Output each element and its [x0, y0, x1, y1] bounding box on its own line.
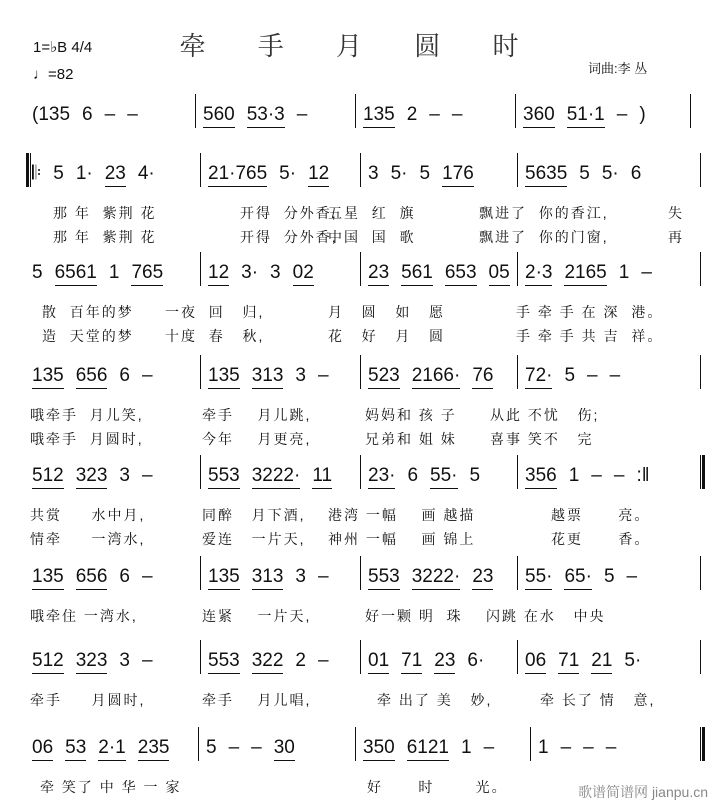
lyric-segment: 花 好 月 圆	[328, 328, 446, 344]
note-group: 53	[65, 737, 86, 761]
note-group: 6	[407, 465, 419, 486]
note-group: 323	[76, 465, 108, 489]
note-group: 5·	[279, 163, 297, 184]
measure	[208, 650, 329, 674]
barline	[355, 94, 356, 128]
barline	[517, 455, 518, 489]
note-group: 5	[603, 566, 615, 587]
note-group: 313	[252, 365, 284, 389]
measure	[32, 365, 153, 389]
measure	[208, 262, 314, 286]
barline	[198, 727, 199, 761]
note-group: 2	[406, 104, 418, 125]
lyric-segment: 牵 笑了 中 华 一 家	[40, 779, 182, 795]
note-group: 5	[53, 163, 64, 184]
double-barline	[700, 455, 705, 489]
lyric-segment: 五星 红 旗	[328, 205, 416, 221]
note-group: :‖	[636, 465, 650, 486]
note-group: 5·	[624, 650, 642, 671]
note-group: 6	[630, 163, 642, 184]
measure	[523, 104, 646, 128]
barline	[690, 94, 691, 128]
lyric-segment: 失	[668, 205, 684, 221]
measure	[368, 262, 510, 286]
note-group: –	[317, 365, 329, 386]
lyric-segment: 十度 春 秋,	[165, 328, 265, 344]
note-group: –	[626, 566, 638, 587]
note-group: –	[104, 104, 116, 125]
note-group: 1	[108, 262, 120, 283]
repeat-start-barline	[26, 153, 31, 187]
note-group: 2·1	[98, 737, 125, 761]
note-group: –	[591, 465, 602, 486]
note-group: –	[583, 737, 594, 758]
note-group: 135	[32, 566, 64, 590]
note-group: 6·	[467, 650, 485, 671]
note-group: 135	[208, 365, 240, 389]
note-group: 5	[32, 262, 43, 283]
note-group: 11	[312, 465, 332, 489]
measure	[32, 650, 153, 674]
lyric-segment: 一夜 回 归,	[165, 304, 265, 320]
measure	[368, 365, 493, 389]
note-group: 02	[293, 262, 314, 286]
note-group: 6	[119, 365, 130, 386]
note-group: 06	[525, 650, 546, 674]
note-group: –	[228, 737, 240, 758]
measure	[538, 737, 616, 759]
note-group: 12	[308, 163, 329, 187]
measure	[32, 262, 163, 286]
note-group: 5	[564, 365, 576, 386]
note-group: 2	[295, 650, 306, 671]
note-group: –	[141, 365, 153, 386]
barline	[200, 153, 201, 187]
staff-row	[0, 465, 720, 547]
staff-row	[0, 163, 720, 245]
measure	[363, 104, 462, 128]
lyric-segment: 妈妈和 孩 子	[365, 407, 457, 423]
measure	[32, 163, 155, 187]
lyric-segment: 越票 亮。	[551, 507, 651, 523]
note-group: 3	[119, 465, 130, 486]
note-group: –	[296, 104, 308, 125]
note-group: 1	[618, 262, 630, 283]
note-group: –	[317, 650, 329, 671]
note-group: 560	[203, 104, 235, 128]
note-group: 3	[270, 262, 281, 283]
note-group: 2·3	[525, 262, 552, 286]
lyric-segment: 好 时 光。	[367, 779, 508, 795]
barline	[517, 556, 518, 590]
measure	[525, 262, 652, 286]
song-title: 牵 手 月 圆 时	[179, 32, 541, 62]
note-group: 135	[363, 104, 395, 128]
barline	[195, 94, 196, 128]
lyric-segment: 开得 分外香,	[240, 205, 338, 221]
measure	[32, 104, 138, 126]
lyric-segment: 港湾 一幅 画 越描	[328, 507, 476, 523]
double-barline	[700, 727, 705, 761]
staff-row	[0, 104, 720, 130]
note-group: 55·	[430, 465, 457, 489]
note-group: –	[317, 566, 329, 587]
barline	[360, 640, 361, 674]
measure	[203, 104, 307, 128]
measure	[525, 465, 650, 489]
note-group: –	[641, 262, 652, 283]
measure	[525, 650, 641, 674]
note-group: 21·765	[208, 163, 267, 187]
note-group: –	[609, 365, 621, 386]
barline	[517, 153, 518, 187]
note-group: 𝄆	[32, 163, 42, 184]
note-group: 72·	[525, 365, 552, 389]
measure	[363, 737, 494, 761]
note-group: 4·	[137, 163, 155, 184]
note-group: 1·	[75, 163, 93, 184]
note-group: 6561	[55, 262, 97, 286]
note-group: 71	[558, 650, 579, 674]
note-group: –	[141, 465, 153, 486]
measure	[208, 365, 329, 389]
note-group: (135	[32, 104, 71, 125]
lyric-segment: 哦牵手 月儿笑,	[30, 407, 144, 423]
note-group: 176	[442, 163, 474, 187]
lyric-segment: 中国 国 歌	[328, 229, 416, 245]
note-group: 512	[32, 650, 64, 674]
lyric-segment: 飘进了 你的门窗,	[479, 229, 609, 245]
note-group: 2165	[564, 262, 606, 286]
note-group: 3·	[241, 262, 259, 283]
note-group: 3	[295, 365, 306, 386]
note-group: 23·	[368, 465, 395, 489]
lyric-segment: 月 圆 如 愿	[328, 304, 446, 320]
lyric-segment: 喜事 笑不 完	[490, 431, 594, 447]
barline	[360, 153, 361, 187]
lyric-segment: 哦牵住 一湾水,	[30, 608, 138, 624]
lyric-segment: 兄弟和 姐 妹	[365, 431, 457, 447]
lyric-segment: 同醉 月下酒,	[202, 507, 306, 523]
note-group: 5·	[601, 163, 619, 184]
note-group: 523	[368, 365, 400, 389]
measure	[208, 465, 332, 489]
lyric-segment: 牵手 月儿唱,	[202, 692, 312, 708]
lyric-segment: 开得 分外香,	[240, 229, 338, 245]
measure	[32, 566, 153, 590]
note-group: –	[429, 104, 440, 125]
barline	[200, 252, 201, 286]
lyric-segment: 手 牵 手 在 深 港。	[516, 304, 664, 320]
lyric-segment: 那 年 紫荆 花	[53, 229, 157, 245]
note-group: –	[141, 566, 153, 587]
note-group: 23	[105, 163, 126, 187]
note-group: 1	[568, 465, 580, 486]
barline	[515, 94, 516, 128]
lyric-segment: 牵手 月圆时,	[30, 692, 146, 708]
measure	[368, 465, 480, 489]
measure	[208, 566, 329, 590]
note-group: 5635	[525, 163, 567, 187]
lyric-segment: 连紧 一片天,	[202, 608, 312, 624]
barline	[360, 355, 361, 389]
note-group: 23	[472, 566, 493, 590]
note-group: 512	[32, 465, 64, 489]
staff-row	[0, 650, 720, 708]
barline	[517, 252, 518, 286]
note-group: 3	[295, 566, 306, 587]
lyric-segment: 好一颗 明 珠	[365, 608, 463, 624]
note-group: 3	[368, 163, 379, 184]
note-group: –	[560, 737, 572, 758]
measure	[32, 465, 153, 489]
note-group: 5·	[390, 163, 408, 184]
note-group: 2166·	[412, 365, 461, 389]
note-group: –	[605, 737, 617, 758]
note-group: –	[251, 737, 262, 758]
lyric-segment: 牵 出了 美 妙,	[377, 692, 493, 708]
barline	[355, 727, 356, 761]
lyric-segment: 手 牵 手 共 吉 祥。	[516, 328, 664, 344]
note-group: 656	[76, 566, 108, 590]
lyric-segment: 今年 月更亮,	[202, 431, 312, 447]
note-group: 322	[252, 650, 284, 674]
barline	[700, 640, 701, 674]
barline	[360, 455, 361, 489]
lyric-segment: 情牵 一湾水,	[30, 531, 146, 547]
lyric-segment: 散 百年的梦	[42, 304, 134, 320]
note-group: 360	[523, 104, 555, 128]
lyric-segment: 牵 长了 情 意,	[540, 692, 656, 708]
barline	[700, 355, 701, 389]
barline	[200, 640, 201, 674]
note-group: 5	[206, 737, 217, 758]
note-group: 53·3	[247, 104, 285, 128]
note-group: –	[127, 104, 138, 125]
note-group: –	[613, 465, 625, 486]
note-group: –	[141, 650, 153, 671]
note-group: 6	[119, 566, 130, 587]
lyric-segment: 那 年 紫荆 花	[53, 205, 157, 221]
measure	[32, 737, 169, 761]
measure	[206, 737, 295, 761]
note-group: 356	[525, 465, 557, 489]
measure	[525, 365, 620, 389]
watermark: 歌谱简谱网 jianpu.cn	[578, 784, 708, 800]
note-group: 55·	[525, 566, 552, 590]
barline	[700, 153, 701, 187]
staff-row	[0, 365, 720, 447]
measure	[208, 163, 329, 187]
lyric-segment: 神州 一幅 画 锦上	[328, 531, 476, 547]
barline	[530, 727, 531, 761]
lyric-segment: 再	[668, 229, 684, 245]
measure	[368, 650, 484, 674]
note-group: –	[616, 104, 628, 125]
note-group: –	[587, 365, 598, 386]
note-group: 135	[208, 566, 240, 590]
barline	[200, 556, 201, 590]
barline	[700, 556, 701, 590]
barline	[360, 556, 361, 590]
note-group: 313	[252, 566, 284, 590]
staff-row	[0, 262, 720, 344]
note-group: 323	[76, 650, 108, 674]
note-group: 06	[32, 737, 53, 761]
note-group: 71	[401, 650, 422, 674]
tempo-marking: ♩=82	[33, 66, 74, 83]
barline	[200, 355, 201, 389]
note-group: 05	[489, 262, 510, 286]
note-group: 51·1	[567, 104, 605, 128]
note-group: 65·	[564, 566, 591, 590]
measure	[368, 163, 474, 187]
note-group: 30	[274, 737, 295, 761]
lyric-segment: 共赏 水中月,	[30, 507, 146, 523]
note-group: 553	[208, 650, 240, 674]
note-group: 3222·	[252, 465, 301, 489]
note-group: 21	[591, 650, 612, 674]
note-group: 653	[445, 262, 477, 286]
measure	[368, 566, 493, 590]
barline	[517, 355, 518, 389]
measure	[525, 566, 637, 590]
note-group: 350	[363, 737, 395, 761]
note-group: –	[483, 737, 495, 758]
note-group: 6	[82, 104, 93, 125]
note-group: 23	[368, 262, 389, 286]
note-group: –	[451, 104, 463, 125]
note-group: 5	[419, 163, 431, 184]
note-group: 656	[76, 365, 108, 389]
note-group: 3	[119, 650, 130, 671]
note-group: 5	[469, 465, 481, 486]
note-group: 5	[579, 163, 590, 184]
note-group: 765	[131, 262, 163, 286]
note-group: 561	[401, 262, 433, 286]
staff-row	[0, 566, 720, 624]
credit: 词曲:李 丛	[588, 61, 648, 76]
note-group: 1	[538, 737, 549, 758]
lyric-segment: 飘进了 你的香江,	[479, 205, 609, 221]
barline	[200, 455, 201, 489]
note-group: 553	[208, 465, 240, 489]
note-group: 3222·	[412, 566, 461, 590]
lyric-segment: 花更 香。	[551, 531, 651, 547]
lyric-segment: 哦牵手 月圆时,	[30, 431, 144, 447]
barline	[700, 252, 701, 286]
note-group: 23	[434, 650, 455, 674]
measure	[525, 163, 641, 187]
lyric-segment: 爱连 一片天,	[202, 531, 306, 547]
lyric-segment: 从此 不忧 伤;	[490, 407, 600, 423]
note-group: 235	[138, 737, 170, 761]
barline	[360, 252, 361, 286]
key-signature: 1=♭B 4/4	[33, 39, 93, 56]
note-group: 553	[368, 566, 400, 590]
note-group: 76	[472, 365, 493, 389]
note-group: 01	[368, 650, 389, 674]
lyric-segment: 造 天堂的梦	[42, 328, 134, 344]
note-group: 6121	[407, 737, 449, 761]
note-group: 1	[460, 737, 472, 758]
note-group: )	[639, 104, 646, 125]
note-group: 12	[208, 262, 229, 286]
note-group: 135	[32, 365, 64, 389]
barline	[517, 640, 518, 674]
lyric-segment: 闪跳 在水 中央	[486, 608, 606, 624]
lyric-segment: 牵手 月儿跳,	[202, 407, 312, 423]
